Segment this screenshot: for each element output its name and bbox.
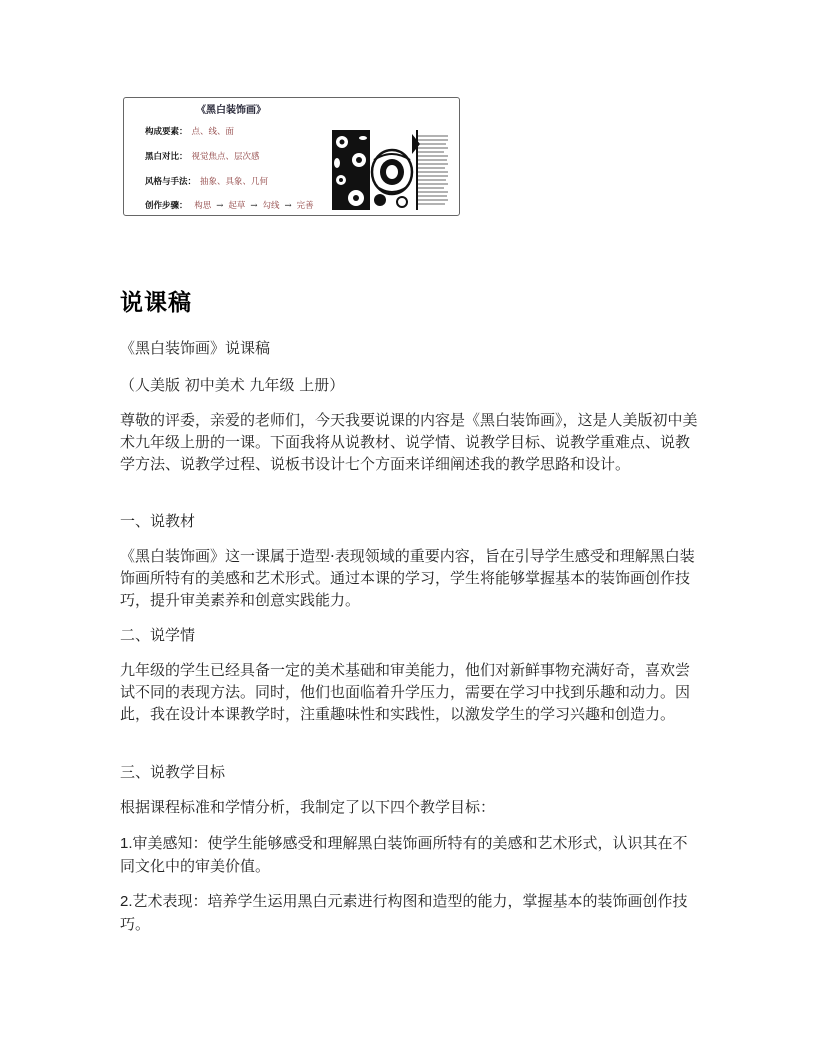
board-row xyxy=(145,125,234,137)
board-row-value: 抽象、具象、几何 xyxy=(200,177,269,187)
section-body: 九年级的学生已经具备一定的美术基础和审美能力，他们对新鲜事物充满好奇，喜欢尝试不同的表现方法。同时，他们也面临着升学压力，需要在学习中找到乐趣和动力。因此，我在设计本课教学时，注重趣味性和实践性，以激发学生的学习兴趣和创造力。 xyxy=(120,661,691,723)
bw-artwork-image xyxy=(332,130,452,210)
arrow-right-icon: → xyxy=(216,201,224,211)
lesson-title-line xyxy=(120,337,698,359)
board-step: 起草 xyxy=(228,201,246,211)
bw-artwork-illustration xyxy=(332,130,452,210)
board-step: 勾线 xyxy=(262,201,280,211)
intro-paragraph xyxy=(120,409,698,475)
lesson-title-text: 《黑白装饰画》说课稿 xyxy=(120,339,271,357)
board-row-key: 构成要素： xyxy=(145,127,188,137)
section-title: 一、说教材 xyxy=(120,512,196,530)
arrow-right-icon: → xyxy=(284,201,292,211)
section-paragraph xyxy=(120,659,698,725)
board-steps-key: 创作步骤： xyxy=(145,201,188,211)
board-title: 《黑白装饰画》 xyxy=(196,105,266,116)
board-steps-row xyxy=(145,199,314,211)
section-heading xyxy=(120,761,698,783)
board-row-value: 点、线、面 xyxy=(191,127,235,137)
board-row-value: 视觉焦点、层次感 xyxy=(191,152,260,162)
board-step: 构思 xyxy=(194,201,212,211)
board-row xyxy=(145,150,260,162)
section-heading xyxy=(120,624,698,646)
board-row xyxy=(145,175,268,187)
goal-text-line xyxy=(120,890,698,935)
section-paragraph xyxy=(120,796,698,818)
goal-item xyxy=(120,832,698,877)
board-design-card xyxy=(123,97,460,216)
goal-number: 1. xyxy=(120,835,133,852)
goal-text: 艺术表现：培养学生运用黑白元素进行构图和造型的能力，掌握基本的装饰画创作技巧。 xyxy=(120,892,688,933)
section-title: 三、说教学目标 xyxy=(120,763,226,781)
section-title: 二、说学情 xyxy=(120,626,196,644)
page-title: 说课稿 xyxy=(120,290,192,316)
goal-item xyxy=(120,890,698,935)
edition-line xyxy=(120,374,698,396)
section-heading xyxy=(120,510,698,532)
goal-number: 2. xyxy=(120,893,133,910)
intro-text: 尊敬的评委，亲爱的老师们，今天我要说课的内容是《黑白装饰画》，这是人美版初中美术九年级上册的一课。下面我将从说教材、说学情、说教学目标、说教学重难点、说教学方法、说教学过程、说板书设计七个方面来详细阐述我的教学思路和设计。 xyxy=(120,411,698,473)
arrow-right-icon: → xyxy=(250,201,258,211)
goal-text: 审美感知：使学生能够感受和理解黑白装饰画所特有的美感和艺术形式，认识其在不同文化中的审美价值。 xyxy=(120,834,688,875)
section-paragraph xyxy=(120,545,698,611)
board-step: 完善 xyxy=(296,201,314,211)
goal-text-line xyxy=(120,832,698,877)
section-body: 根据课程标准和学情分析，我制定了以下四个教学目标： xyxy=(120,798,496,816)
edition-text: （人美版 初中美术 九年级 上册） xyxy=(120,376,345,394)
board-row-key: 风格与手法： xyxy=(145,177,197,187)
board-row-key: 黑白对比： xyxy=(145,152,188,162)
section-body: 《黑白装饰画》这一课属于造型·表现领域的重要内容，旨在引导学生感受和理解黑白装饰画所特有的美感和艺术形式。通过本课的学习，学生将能够掌握基本的装饰画创作技巧，提升审美素养和创意实践能力。 xyxy=(120,547,695,609)
